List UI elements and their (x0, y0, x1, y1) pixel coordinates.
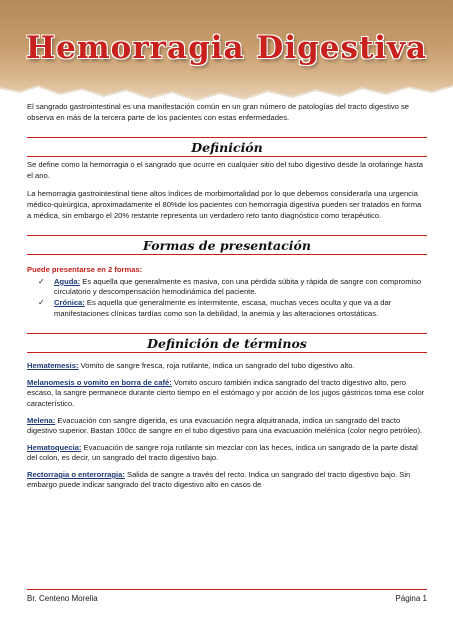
formas-list (27, 277, 427, 319)
checkmark-icon: ✓ (38, 297, 45, 307)
document-body (27, 102, 427, 491)
section-heading-formas: Formas de presentación (27, 235, 427, 255)
term-text: Vomito oscuro también indica sangrado del tracto digestivo alto, pero escaso, la sangre permanece durante cierto tiempo en el estómago y por acción de los jugos gástricos toma ese color característico. (27, 377, 425, 408)
list-item (27, 298, 427, 319)
checkmark-icon: ✓ (38, 276, 45, 286)
page-footer (27, 589, 427, 603)
formas-lead: Puede presentarse en 2 formas: (27, 265, 143, 275)
page-title: Hemorragia Digestiva (25, 30, 428, 66)
term-label: Hematoquecia: (27, 442, 82, 452)
term-definition (27, 378, 427, 410)
footer-page-number: Página 1 (395, 594, 427, 603)
term-definition (27, 361, 427, 372)
term-label: Crónica: (54, 297, 85, 307)
term-definition (27, 470, 427, 491)
section-heading-definicion: Definición (27, 137, 427, 157)
term-label: Melanomesis o vomito en borra de café: (27, 377, 172, 387)
term-label: Melena: (27, 415, 56, 425)
term-definition (27, 443, 427, 464)
term-label: Rectorragia o enterorragia: (27, 469, 125, 479)
term-text: Evacuación con sangre digerida, es una evacuación negra alquitranada, indica un sangrado del tracto digestivo superior. Bastan 100cc de sangre en el tubo digestivo para una evacuación meléníca (color negro petróleo). (27, 415, 423, 436)
section-heading-terminos: Definición de términos (27, 333, 427, 353)
term-text: Es aquella que generalmente es intermitente, escasa, muchas veces oculta y que va a dar manifestaciones clínicas tardías como son la debilidad, la anemia y las alteraciones ortostáticas. (54, 297, 392, 318)
footer-author: Br. Centeno Morelia (27, 594, 98, 603)
term-text: Evacuación de sangre roja rutilante sin mezclar con las heces, indica un sangrado de la parte distal del colon, es decir, un sangrado del tracto digestivo bajo. (27, 442, 418, 463)
term-definition (27, 416, 427, 437)
term-text: Es aquella que generalmente es masiva, con una pérdida súbita y rápida de sangre con compromiso circulatorio y descompensación hemodinámica del paciente. (54, 276, 422, 297)
term-label: Aguda: (54, 276, 81, 286)
intro-paragraph: El sangrado gastrointestinal es una manifestación común en un gran número de patologías del tracto digestivo se observa en más de la tercera parte de los pacientes con estas enfermedades. (27, 102, 410, 122)
definicion-paragraph-1: Se define como la hemorragia o el sangrado que ocurre en cualquier sitio del tubo digestivo desde la orofaringe hasta el ano. (27, 160, 423, 180)
definicion-paragraph-2: La hemorragia gastrointestinal tiene altos índices de morbimortalidad por lo que debemos considerarla una urgencia médico-quirúrgica, aproximadamente el 80%de los pacientes con hemorragia digestiva pueden ser tratados en forma a médica, sin embargo el 20% restante representa un verdadero reto tanto diagnóstico como terapéutico. (27, 189, 422, 220)
term-label: Hematemesis: (27, 361, 79, 371)
term-text: Salida de sangre a través del recto. Indica un sangrado del tracto digestivo bajo. Sin embargo puede indicar sangrado del tracto digestivo alto en casos de (27, 469, 411, 490)
list-item (27, 277, 427, 298)
term-text: Vomito de sangre fresca, roja rutilante, indica un sangrado del tubo digestivo alto. (78, 361, 355, 371)
